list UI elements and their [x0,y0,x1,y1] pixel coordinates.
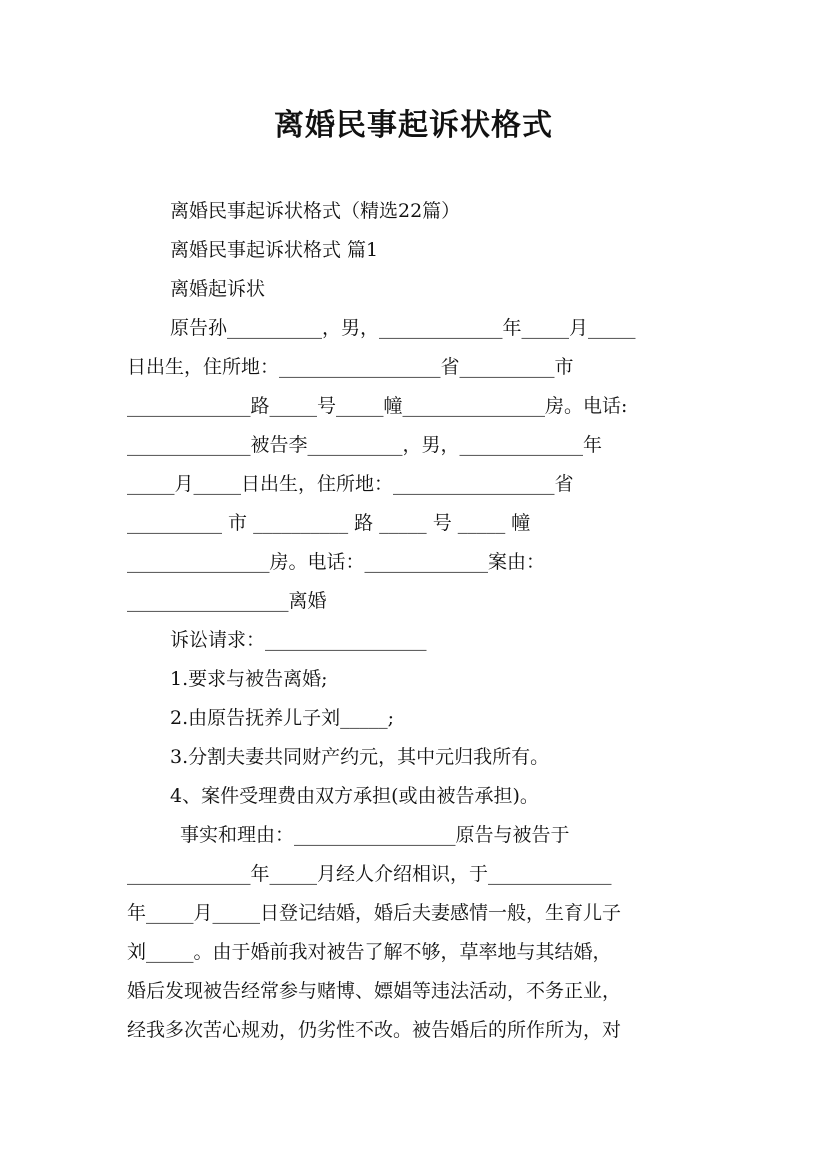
form-heading: 离婚起诉状 [170,278,266,300]
facts-line-5: 经我多次苦心规劝，仍劣性不改。被告婚后的所作所为，对 [127,1019,622,1041]
facts-line-2: 年_____月_____日登记结婚，婚后夫妻感情一般，生育儿子 [127,902,622,924]
claim-item-4: 4、案件受理费由双方承担(或由被告承担)。 [170,785,539,807]
plaintiff-phone-line: _____________路_____号_____幢_______________房。电话: [127,395,628,417]
defendant-phone-line: _______________房。电话：_____________案由： [127,551,546,573]
facts-line-3: 刘_____。由于婚前我对被告了解不够，草率地与其结婚， [127,941,612,963]
claim-item-3: 3.分割夫妻共同财产约元，其中元归我所有。 [170,746,550,768]
defendant-address-line: __________ 市 __________ 路 _____ 号 _____ 幢 [127,512,531,534]
case-cause-line: _________________离婚 [127,590,327,612]
facts-line-4: 婚后发现被告经常参与赌博、嫖娼等违法活动，不务正业， [127,980,622,1002]
plaintiff-address-line: 日出生，住所地：_________________省__________市 [127,356,574,378]
facts-line-1: _____________年_____月经人介绍相识，于_____________ [127,863,612,885]
claims-heading: 诉讼请求：_________________ [170,629,427,651]
plaintiff-line: 原告孙__________，男，_____________年_____月_____ [170,317,636,339]
facts-heading-line: 事实和理由：_________________原告与被告于 [180,824,570,846]
document-title: 离婚民事起诉状格式 [274,108,553,143]
claim-item-2: 2.由原告抚养儿子刘_____; [170,707,395,729]
defendant-line: _____________被告李__________，男，_____________年 [127,434,603,456]
defendant-birth-line: _____月_____日出生，住所地：_________________省 [127,473,574,495]
subtitle-line: 离婚民事起诉状格式（精选22篇） [170,200,461,222]
section-heading: 离婚民事起诉状格式 篇1 [170,239,379,261]
claim-item-1: 1.要求与被告离婚; [170,668,328,690]
